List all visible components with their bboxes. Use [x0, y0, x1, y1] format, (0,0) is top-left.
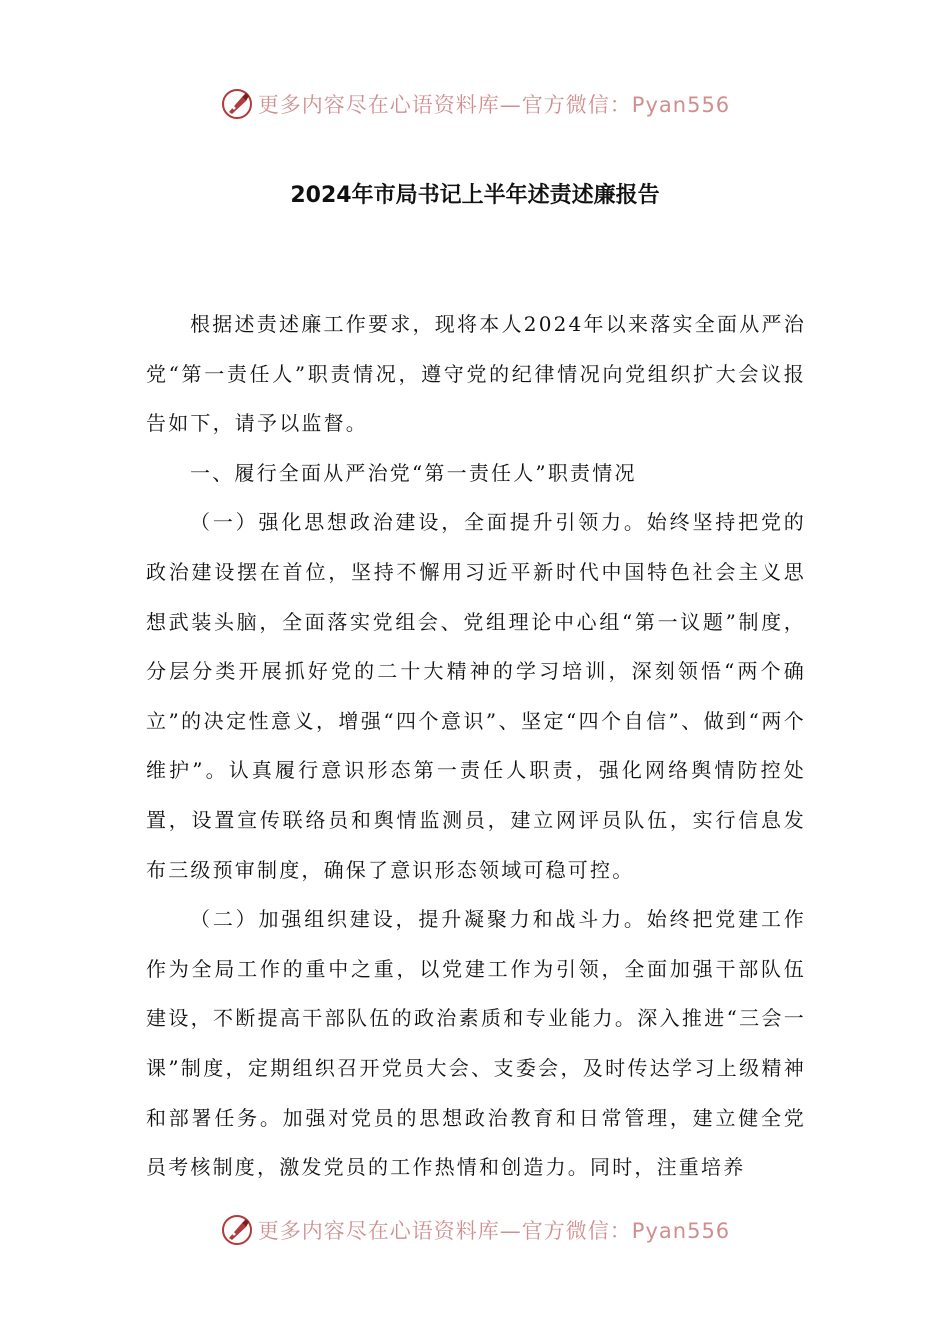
page-title: 2024年市局书记上半年述责述廉报告	[290, 183, 660, 208]
watermark-text: 更多内容尽在心语资料库—官方微信：Pyan556	[257, 93, 731, 117]
paragraph: （二）加强组织建设，提升凝聚力和战斗力。始终把党建工作作为全局工作的重中之重，以党建工作为引领，全面加强干部队伍建设，不断提高干部队伍的政治素质和专业能力。深入推进“三会一课”制度，定期组织召开党员大会、支委会，及时传达学习上级精神和部署任务。加强对党员的思想政治教育和日常管理，建立健全党员考核制度，激发党员的工作热情和创造力。同时，注重培养	[146, 907, 806, 1180]
section-heading: 一、履行全面从严治党“第一责任人”职责情况	[190, 460, 637, 485]
pen-nib-logo-icon	[220, 1213, 254, 1247]
paragraph: （一）强化思想政治建设，全面提升引领力。始终坚持把党的政治建设摆在首位，坚持不懈用习近平新时代中国特色社会主义思想武装头脑，全面落实党组会、党组理论中心组“第一议题”制度，分层分类开展抓好党的二十大精神的学习培训，深刻领悟“两个确立”的决定性意义，增强“四个意识”、坚定“四个自信”、做到“两个维护”。认真履行意识形态第一责任人职责，强化网络舆情防控处置，设置宣传联络员和舆情监测员，建立网评员队伍，实行信息发布三级预审制度，确保了意识形态领域可稳可控。	[146, 510, 806, 882]
pen-nib-logo-icon	[220, 87, 254, 121]
paragraph: 根据述责述廉工作要求，现将本人2024年以来落实全面从严治党“第一责任人”职责情况，遵守党的纪律情况向党组织扩大会议报告如下，请予以监督。	[146, 312, 806, 436]
watermark-banner-bottom	[0, 1210, 950, 1250]
document-body	[146, 300, 806, 1193]
watermark-banner-top	[0, 84, 950, 124]
watermark-text: 更多内容尽在心语资料库—官方微信：Pyan556	[257, 1219, 731, 1243]
